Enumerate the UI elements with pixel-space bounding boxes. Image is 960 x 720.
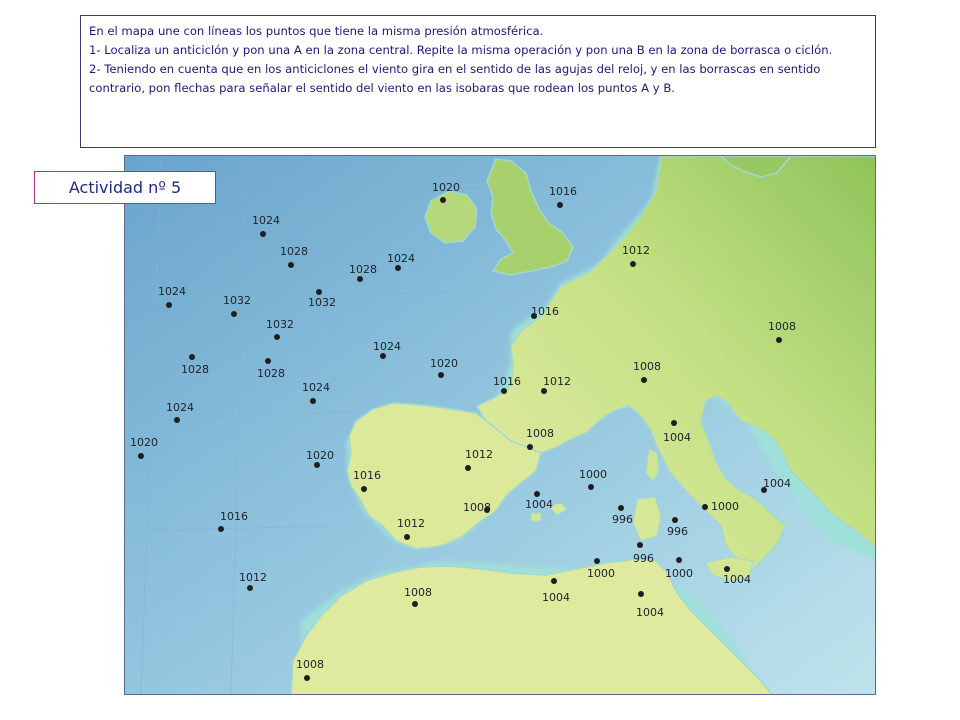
station-dot	[357, 276, 363, 282]
station-dot	[527, 444, 533, 450]
station-pressure-label: 1032	[308, 296, 336, 309]
station-dot	[265, 358, 271, 364]
station-pressure-label: 1020	[130, 436, 158, 449]
station-dot	[672, 517, 678, 523]
station-pressure-label: 996	[633, 552, 654, 565]
station-dot	[189, 354, 195, 360]
station-dot	[557, 202, 563, 208]
station-pressure-label: 1008	[633, 360, 661, 373]
station-pressure-label: 1016	[549, 185, 577, 198]
station-pressure-label: 1008	[463, 501, 491, 514]
station-pressure-label: 1032	[223, 294, 251, 307]
station-pressure-label: 996	[612, 513, 633, 526]
station-dot	[231, 311, 237, 317]
station-dot	[316, 289, 322, 295]
station-pressure-label: 1004	[636, 606, 664, 619]
station-pressure-label: 1028	[257, 367, 285, 380]
station-pressure-label: 1008	[526, 427, 554, 440]
station-dot	[641, 377, 647, 383]
station-dot	[404, 534, 410, 540]
station-dot	[247, 585, 253, 591]
station-dot	[702, 504, 708, 510]
station-pressure-label: 1000	[711, 500, 739, 513]
station-pressure-label: 1020	[306, 449, 334, 462]
station-pressure-label: 1024	[387, 252, 415, 265]
station-dot	[637, 542, 643, 548]
station-dot	[314, 462, 320, 468]
station-pressure-label: 1000	[665, 567, 693, 580]
station-dot	[380, 353, 386, 359]
station-dot	[465, 465, 471, 471]
station-pressure-label: 1008	[404, 586, 432, 599]
station-pressure-label: 1032	[266, 318, 294, 331]
station-pressure-label: 1028	[349, 263, 377, 276]
station-dot	[541, 388, 547, 394]
station-pressure-label: 1020	[430, 357, 458, 370]
station-pressure-label: 1024	[373, 340, 401, 353]
station-pressure-label: 1016	[220, 510, 248, 523]
station-pressure-label: 1016	[531, 305, 559, 318]
station-pressure-label: 1000	[587, 567, 615, 580]
station-dot	[260, 231, 266, 237]
station-dot	[676, 557, 682, 563]
station-dot	[551, 578, 557, 584]
station-dot	[174, 417, 180, 423]
station-dot	[412, 601, 418, 607]
station-pressure-label: 1004	[525, 498, 553, 511]
station-pressure-label: 1012	[239, 571, 267, 584]
station-dot	[138, 453, 144, 459]
station-dot	[534, 491, 540, 497]
station-dot	[440, 197, 446, 203]
station-dot	[361, 486, 367, 492]
station-dot	[395, 265, 401, 271]
pressure-station	[531, 305, 559, 319]
station-dot	[776, 337, 782, 343]
station-dot	[588, 484, 594, 490]
pressure-station	[463, 501, 491, 514]
station-pressure-label: 1004	[723, 573, 751, 586]
station-dot	[618, 505, 624, 511]
station-pressure-label: 1020	[432, 181, 460, 194]
instructions-box	[80, 15, 876, 148]
station-pressure-label: 1028	[280, 245, 308, 258]
station-dot	[438, 372, 444, 378]
station-dot	[501, 388, 507, 394]
station-pressure-label: 1008	[768, 320, 796, 333]
station-dot	[630, 261, 636, 267]
station-pressure-label: 1004	[663, 431, 691, 444]
station-dot	[310, 398, 316, 404]
station-pressure-label: 1016	[353, 469, 381, 482]
station-dot	[288, 262, 294, 268]
station-dot	[304, 675, 310, 681]
instructions-step-1: 1- Localiza un anticiclón y pon una A en la zona central. Repite la misma operación y pon una B en la zona de borrasca o ciclón.	[89, 43, 833, 57]
station-pressure-label: 996	[667, 525, 688, 538]
map-canvas	[125, 156, 876, 695]
station-pressure-label: 1012	[543, 375, 571, 388]
station-pressure-label: 1024	[158, 285, 186, 298]
weather-map	[124, 155, 876, 695]
station-pressure-label: 1016	[493, 375, 521, 388]
activity-label: Actividad nº 5	[34, 171, 216, 204]
station-pressure-label: 1008	[296, 658, 324, 671]
station-pressure-label: 1004	[763, 477, 791, 490]
station-pressure-label: 1024	[302, 381, 330, 394]
station-dot	[594, 558, 600, 564]
station-pressure-label: 1012	[465, 448, 493, 461]
station-dot	[274, 334, 280, 340]
station-pressure-label: 1012	[397, 517, 425, 530]
station-dot	[671, 420, 677, 426]
instructions-step-2: 2- Teniendo en cuenta que en los anticiclones el viento gira en el sentido de las agujas del reloj, y en las borrascas en sentido contrario, pon flechas para señalar el sentido del viento en las isobaras que rodean los puntos A y B.	[89, 62, 821, 95]
instructions-intro: En el mapa une con líneas los puntos que tiene la misma presión atmosférica.	[89, 24, 544, 38]
station-dot	[166, 302, 172, 308]
station-dot	[638, 591, 644, 597]
station-dot	[724, 566, 730, 572]
station-dot	[218, 526, 224, 532]
station-pressure-label: 1024	[166, 401, 194, 414]
station-pressure-label: 1028	[181, 363, 209, 376]
station-pressure-label: 1004	[542, 591, 570, 604]
station-pressure-label: 1012	[622, 244, 650, 257]
station-pressure-label: 1024	[252, 214, 280, 227]
station-pressure-label: 1000	[579, 468, 607, 481]
